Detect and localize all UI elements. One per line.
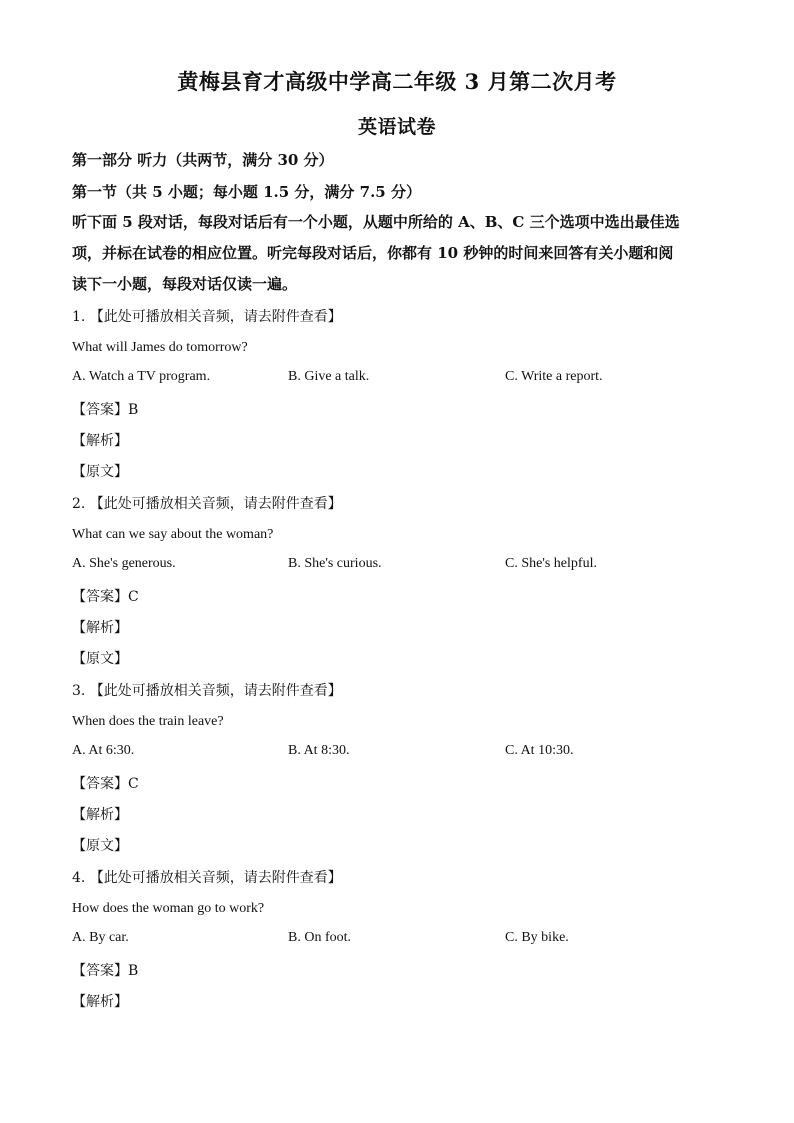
question-3-text: When does the train leave? [72, 714, 224, 729]
question-3-original: 【原文】 [72, 838, 128, 854]
question-3-option-b: B. At 8:30. [288, 743, 350, 758]
question-1-option-c: C. Write a report. [505, 369, 603, 384]
question-1-original: 【原文】 [72, 464, 128, 480]
instructions-line: 项，并标在试卷的相应位置。听完每段对话后，你都有 10 秒钟的时间来回答有关小题和阅 [72, 244, 674, 262]
question-2-original: 【原文】 [72, 651, 128, 667]
question-3-answer: 【答案】C [72, 776, 139, 792]
question-3-header: 3. 【此处可播放相关音频，请去附件查看】 [72, 683, 342, 699]
page-subtitle: 英语试卷 [357, 116, 436, 138]
question-2-analysis: 【解析】 [72, 620, 128, 636]
section-heading: 第一节（共 5 小题；每小题 1.5 分，满分 7.5 分） [72, 183, 421, 201]
instructions-line: 听下面 5 段对话，每段对话后有一个小题，从题中所给的 A、B、C 三个选项中选出最佳选 [72, 213, 680, 231]
page-title: 黄梅县育才高级中学高二年级 3 月第二次月考 [177, 69, 617, 94]
question-2-answer: 【答案】C [72, 589, 139, 605]
question-1-option-a: A. Watch a TV program. [72, 369, 211, 384]
question-1-text: What will James do tomorrow? [72, 340, 248, 355]
question-2-option-c: C. She's helpful. [505, 556, 597, 571]
question-3-analysis: 【解析】 [72, 807, 128, 823]
question-4-text: How does the woman go to work? [72, 901, 265, 916]
part-heading: 第一部分 听力（共两节，满分 30 分） [72, 151, 334, 169]
question-4-option-b: B. On foot. [288, 930, 351, 945]
question-2-option-b: B. She's curious. [288, 556, 382, 571]
question-4-header: 4. 【此处可播放相关音频，请去附件查看】 [72, 870, 342, 886]
question-1-answer: 【答案】B [72, 402, 139, 418]
question-4-analysis: 【解析】 [72, 994, 128, 1010]
question-4-option-c: C. By bike. [505, 930, 569, 945]
instructions [72, 207, 722, 300]
question-2-text: What can we say about the woman? [72, 527, 274, 542]
question-1-header: 1. 【此处可播放相关音频，请去附件查看】 [72, 309, 342, 325]
question-3-option-a: A. At 6:30. [72, 743, 135, 758]
question-2-option-a: A. She's generous. [72, 556, 176, 571]
instructions-line: 读下一小题，每段对话仅读一遍。 [72, 275, 298, 293]
question-3-option-c: C. At 10:30. [505, 743, 574, 758]
question-1-option-b: B. Give a talk. [288, 369, 370, 384]
question-4-option-a: A. By car. [72, 930, 129, 945]
question-4-answer: 【答案】B [72, 963, 139, 979]
question-1-analysis: 【解析】 [72, 433, 128, 449]
question-2-header: 2. 【此处可播放相关音频，请去附件查看】 [72, 496, 342, 512]
